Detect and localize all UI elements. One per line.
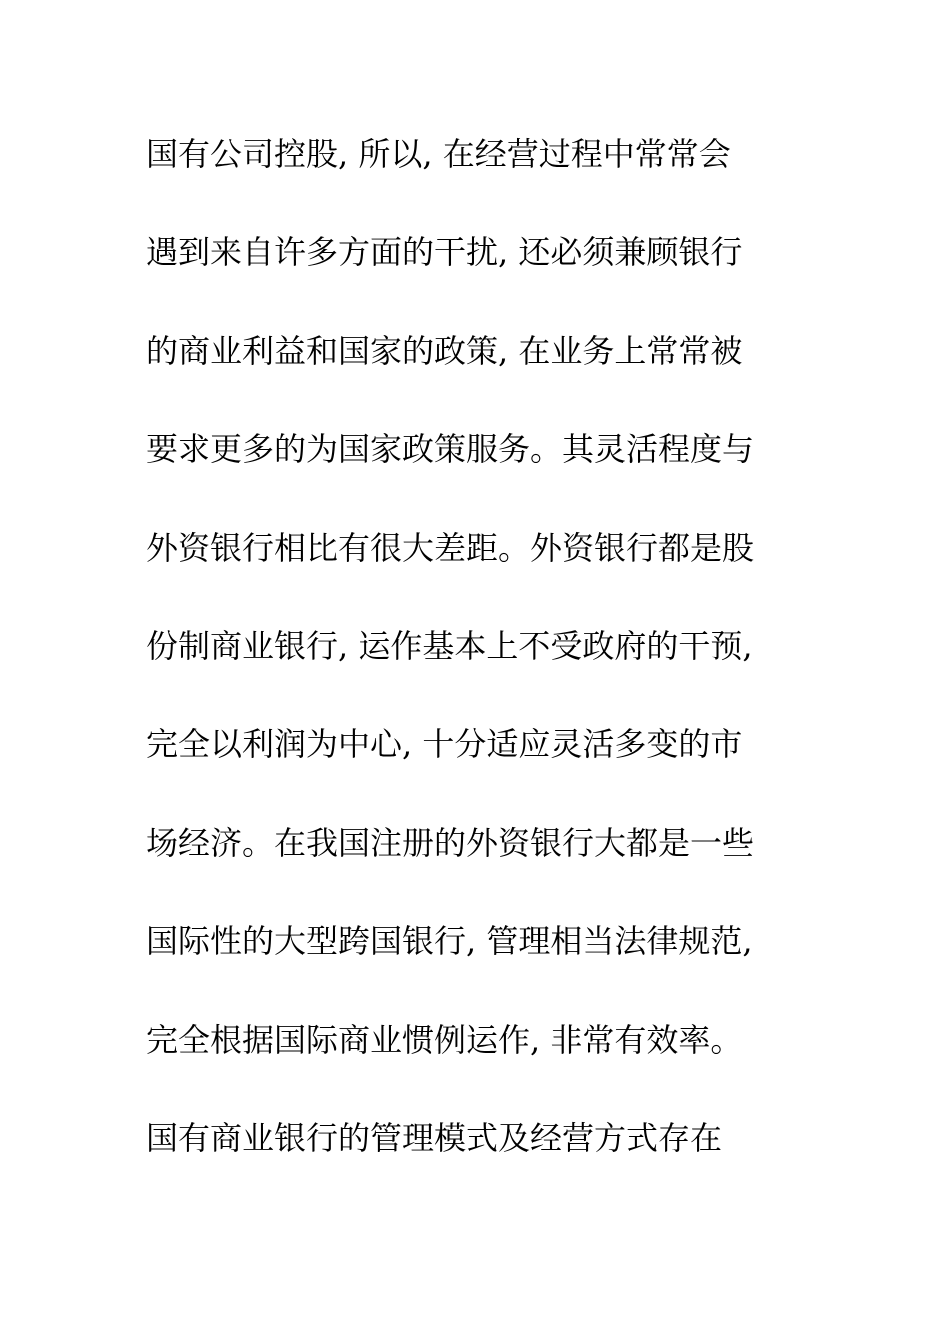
text-line: 国有公司控股, 所以, 在经营过程中常常会 [146, 135, 731, 173]
text-line: 的商业利益和国家的政策, 在业务上常常被 [146, 331, 743, 370]
text-line: 完全根据国际商业惯例运作, 非常有效率。 [146, 1020, 743, 1059]
text-line: 要求更多的为国家政策服务。其灵活程度与 [146, 430, 755, 469]
text-line: 场经济。在我国注册的外资银行大都是一些 [146, 823, 755, 862]
text-line: 完全以利润为中心, 十分适应灵活多变的市 [146, 725, 743, 764]
text-line: 遇到来自许多方面的干扰, 还必须兼顾银行 [146, 233, 743, 272]
text-line: 份制商业银行, 运作基本上不受政府的干预, [146, 626, 753, 665]
text-line: 国际性的大型跨国银行, 管理相当法律规范, [146, 922, 753, 961]
text-line: 外资银行相比有很大差距。外资银行都是股 [146, 528, 755, 567]
text-line: 国有商业银行的管理模式及经营方式存在 [146, 1118, 723, 1157]
body-paragraph [146, 128, 826, 1210]
